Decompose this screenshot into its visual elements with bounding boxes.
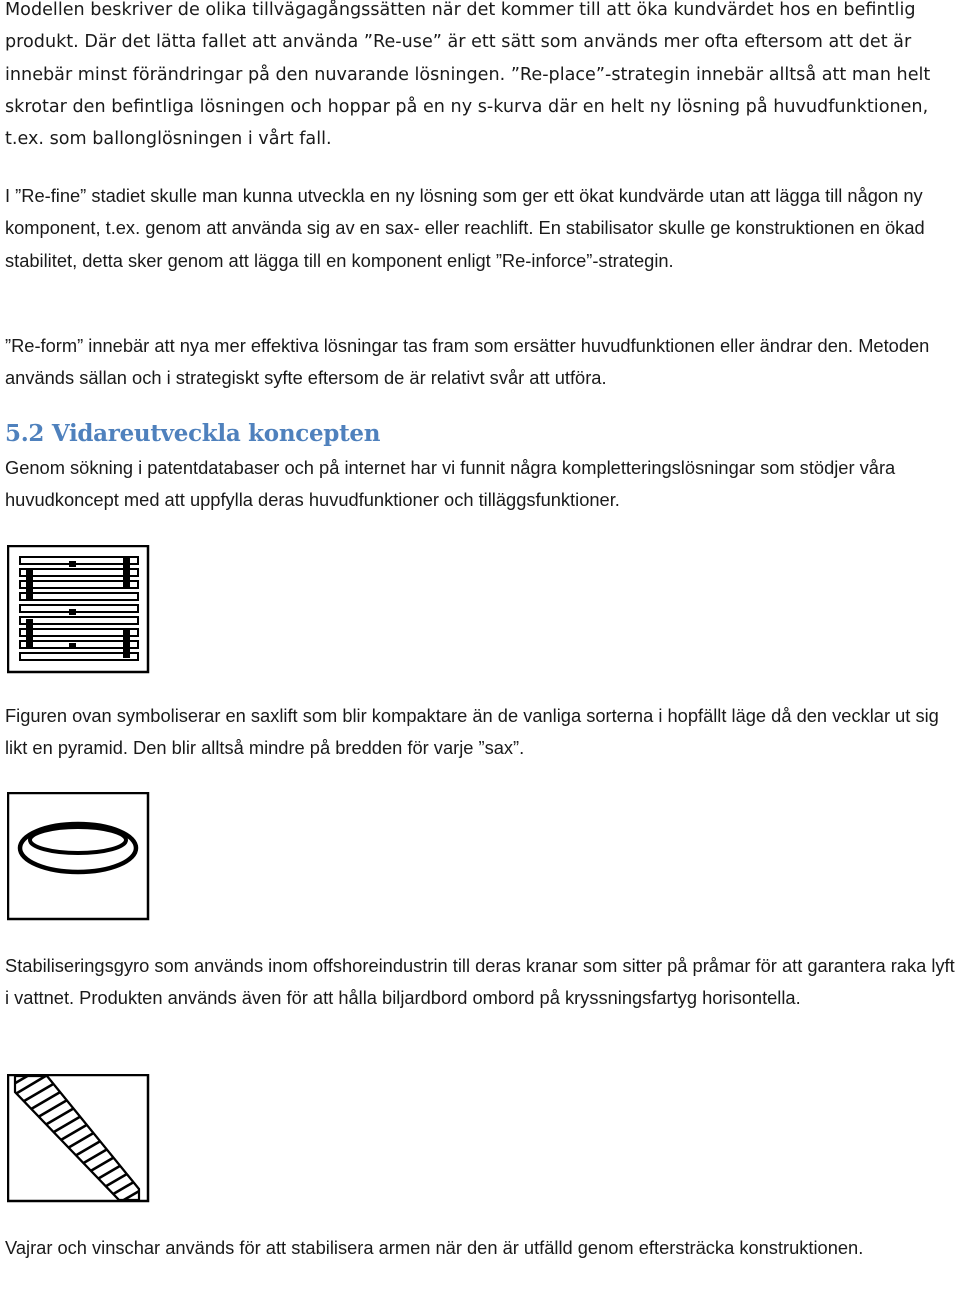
scissor-lift-caption: Figuren ovan symboliserar en saxlift som blir kompaktare än de vanliga sorterna i hopfällt läge då den vecklar ut sig likt en pyramid. Den blir alltså mindre på bredden för varje ”sax”. <box>5 705 939 759</box>
gyro-caption: Stabiliseringsgyro som används inom offshoreindustrin till deras kranar som sitter på pråmar för att garantera raka lyft i vattnet. Produkten används även för att hålla biljardbord ombord på kryssningsfartyg horisontella. <box>5 955 955 1009</box>
gyro-figure <box>7 792 151 922</box>
scissor-lift-icon <box>7 545 151 675</box>
section-intro-paragraph: Genom sökning i patentdatabaser och på internet har vi funnit några kompletteringslösningar som stödjer våra huvudkoncept med att uppfylla deras huvudfunktioner och tilläggsfunktioner. <box>5 457 896 511</box>
wire-rope-figure <box>7 1074 151 1204</box>
intro-paragraph: Modellen beskriver de olika tillvägagångssätten när det kommer till att öka kundvärdet hos en befintlig produkt. Där det lätta fallet att använda ”Re-use” är ett sätt som används mer ofta eftersom att det är innebär minst förändringar på den nuvarande lösningen. ”Re-place”-strategin innebär alltså att man helt skrotar den befintliga lösningen och hoppar på en ny s-kurva där en helt ny lösning på huvudfunktionen, t.ex. som ballonglösningen i vårt fall. <box>5 0 931 150</box>
stabilizing-gyro-icon <box>7 792 151 922</box>
reform-paragraph: ”Re-form” innebär att nya mer effektiva lösningar tas fram som ersätter huvudfunktionen eller ändrar den. Metoden används sällan och i strategiskt syfte eftersom de är relativt svår att utföra. <box>5 335 930 389</box>
scissor-lift-figure <box>7 545 151 675</box>
section-heading: 5.2 Vidareutveckla koncepten <box>5 420 381 447</box>
wire-rope-caption: Vajrar och vinschar används för att stabilisera armen när den är utfälld genom eftersträcka konstruktionen. <box>5 1237 864 1258</box>
refine-paragraph: I ”Re-fine” stadiet skulle man kunna utveckla en ny lösning som ger ett ökat kundvärde utan att lägga till någon ny komponent, t.ex. genom att använda sig av en sax- eller reachlift. En stabilisator skulle ge konstruktionen en ökad stabilitet, detta sker genom att lägga till en komponent enligt ”Re-inforce”-strategin. <box>5 185 925 271</box>
wire-rope-icon <box>7 1074 151 1204</box>
